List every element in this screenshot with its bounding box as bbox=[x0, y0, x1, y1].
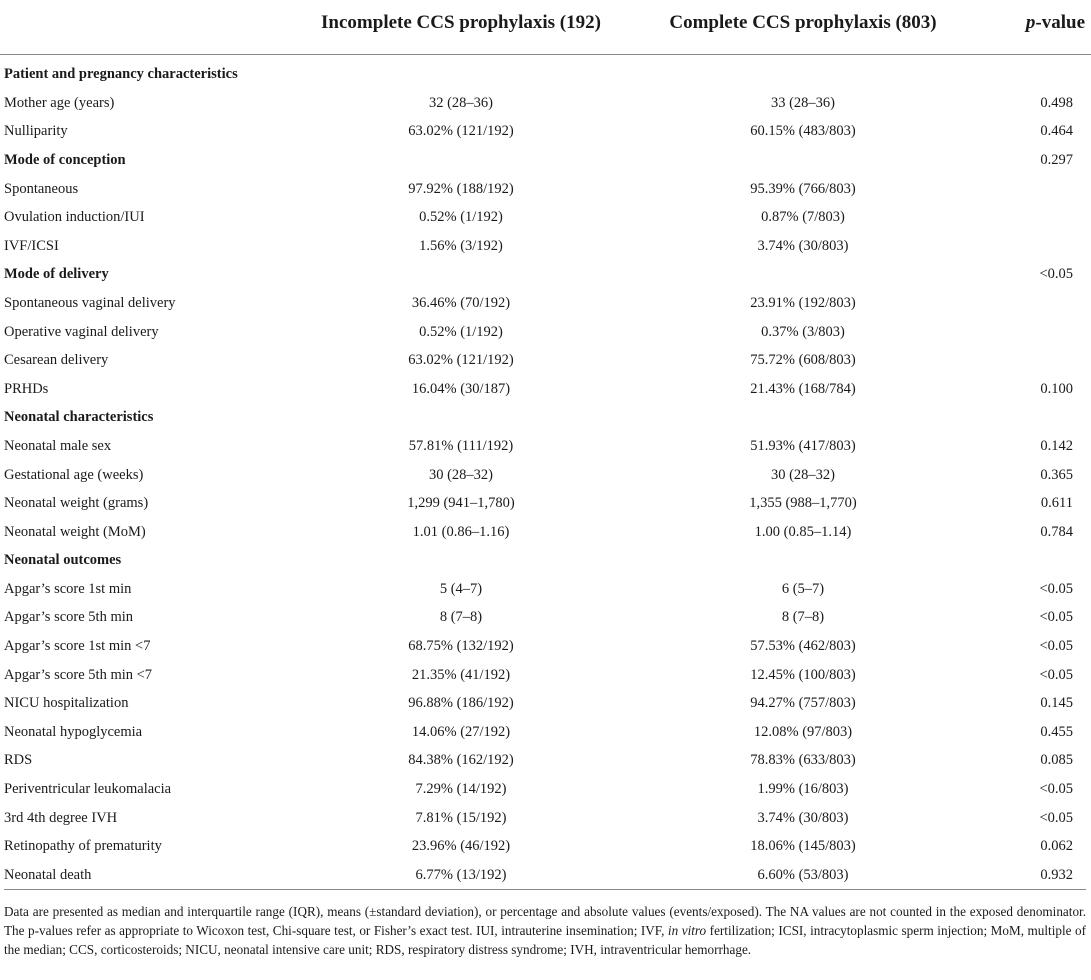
complete-value: 30 (28–32) bbox=[770, 466, 836, 483]
incomplete-value: 0.52% (1/192) bbox=[419, 323, 503, 340]
row-label: RDS bbox=[4, 752, 33, 769]
row-label: Periventricular leukomalacia bbox=[4, 781, 172, 798]
header-p-value bbox=[994, 0, 1091, 55]
complete-value: 6 (5–7) bbox=[781, 580, 825, 597]
incomplete-value: 5 (4–7) bbox=[439, 580, 483, 597]
incomplete-value: 63.02% (121/192) bbox=[408, 352, 514, 369]
row-label: Nulliparity bbox=[4, 123, 68, 140]
incomplete-value: 7.81% (15/192) bbox=[415, 809, 507, 826]
complete-value: 60.15% (483/803) bbox=[750, 123, 856, 140]
table-row bbox=[0, 461, 1091, 490]
complete-value: 1,355 (988–1,770) bbox=[749, 495, 857, 512]
p-value bbox=[994, 289, 1091, 318]
section-row bbox=[0, 547, 1091, 576]
incomplete-value: 97.92% (188/192) bbox=[408, 180, 514, 197]
row-label: Gestational age (weeks) bbox=[4, 466, 144, 483]
p-value: <0.05 bbox=[1039, 580, 1073, 597]
complete-value bbox=[612, 55, 994, 90]
incomplete-value: 1.56% (3/192) bbox=[419, 237, 503, 254]
p-value: 0.455 bbox=[1040, 723, 1073, 740]
table-row bbox=[0, 489, 1091, 518]
table-row bbox=[0, 861, 1091, 890]
row-label: Operative vaginal delivery bbox=[4, 323, 159, 340]
incomplete-value: 0.52% (1/192) bbox=[419, 209, 503, 226]
row-label: IVF/ICSI bbox=[4, 237, 59, 254]
p-value: <0.05 bbox=[1039, 609, 1073, 626]
incomplete-value: 14.06% (27/192) bbox=[411, 723, 511, 740]
p-value: 0.464 bbox=[1040, 123, 1073, 140]
p-value bbox=[994, 175, 1091, 204]
p-value bbox=[994, 55, 1091, 90]
p-value: 0.498 bbox=[1040, 94, 1073, 111]
p-value: 0.365 bbox=[1040, 466, 1073, 483]
p-value: 0.145 bbox=[1040, 695, 1073, 712]
incomplete-value bbox=[310, 547, 612, 576]
header-p-rest: -value bbox=[1035, 12, 1085, 33]
table-row bbox=[0, 661, 1091, 690]
footnote-italic: in vitro bbox=[667, 923, 707, 938]
incomplete-value: 8 (7–8) bbox=[439, 609, 483, 626]
incomplete-value: 23.96% (46/192) bbox=[411, 838, 511, 855]
incomplete-value: 30 (28–32) bbox=[428, 466, 494, 483]
complete-value: 57.53% (462/803) bbox=[750, 638, 856, 655]
row-label: 3rd 4th degree IVH bbox=[4, 809, 118, 826]
row-label: Apgar’s score 5th min <7 bbox=[4, 666, 153, 683]
row-label: Retinopathy of prematurity bbox=[4, 838, 162, 855]
incomplete-value: 16.04% (30/187) bbox=[411, 380, 511, 397]
p-value: <0.05 bbox=[1039, 781, 1073, 798]
p-value bbox=[994, 547, 1091, 576]
table-row bbox=[0, 575, 1091, 604]
section-row bbox=[0, 404, 1091, 433]
p-value: <0.05 bbox=[1039, 638, 1073, 655]
row-label: Neonatal weight (MoM) bbox=[4, 523, 146, 540]
p-value: <0.05 bbox=[1039, 266, 1073, 283]
p-value: <0.05 bbox=[1039, 666, 1073, 683]
p-value bbox=[994, 346, 1091, 375]
table-row bbox=[0, 118, 1091, 147]
p-value: 0.297 bbox=[1040, 151, 1073, 168]
complete-value: 51.93% (417/803) bbox=[750, 437, 856, 454]
row-label: Ovulation induction/IUI bbox=[4, 209, 145, 226]
row-label: Spontaneous vaginal delivery bbox=[4, 294, 176, 311]
row-label: Patient and pregnancy characteristics bbox=[4, 65, 238, 82]
row-label: PRHDs bbox=[4, 380, 49, 397]
p-value: 0.100 bbox=[1040, 380, 1073, 397]
table-row bbox=[0, 375, 1091, 404]
complete-value: 3.74% (30/803) bbox=[757, 237, 849, 254]
complete-value: 12.08% (97/803) bbox=[753, 723, 853, 740]
complete-value: 1.00 (0.85–1.14) bbox=[754, 523, 852, 540]
complete-value: 23.91% (192/803) bbox=[750, 294, 856, 311]
table-row bbox=[0, 203, 1091, 232]
row-label: Cesarean delivery bbox=[4, 352, 109, 369]
incomplete-value: 32 (28–36) bbox=[428, 94, 494, 111]
footnote-text-1: Data are presented as median and interquartile range (IQR), means (±standard deviation), or percentage and absolute values (events/exposed). The NA values are not counted in the exposed denominator. The p-values refer as appropriate to Wicoxon test, Chi-square test, or Fisher’s exact test. IUI, intrauterine insemination; IVF, bbox=[4, 904, 1086, 938]
complete-value bbox=[612, 146, 994, 175]
row-label: Neonatal hypoglycemia bbox=[4, 723, 143, 740]
table-row bbox=[0, 804, 1091, 833]
table-row bbox=[0, 289, 1091, 318]
complete-value: 3.74% (30/803) bbox=[757, 809, 849, 826]
table-row bbox=[0, 718, 1091, 747]
incomplete-value: 84.38% (162/192) bbox=[408, 752, 514, 769]
incomplete-value: 63.02% (121/192) bbox=[408, 123, 514, 140]
complete-value: 12.45% (100/803) bbox=[750, 666, 856, 683]
table-row bbox=[0, 432, 1091, 461]
complete-value: 0.87% (7/803) bbox=[761, 209, 845, 226]
section-row bbox=[0, 146, 1091, 175]
complete-value bbox=[612, 404, 994, 433]
incomplete-value: 68.75% (132/192) bbox=[408, 638, 514, 655]
table-row bbox=[0, 775, 1091, 804]
table-row bbox=[0, 175, 1091, 204]
table-row bbox=[0, 232, 1091, 261]
table-row bbox=[0, 632, 1091, 661]
row-label: Mother age (years) bbox=[4, 94, 115, 111]
incomplete-value: 36.46% (70/192) bbox=[411, 294, 511, 311]
row-label: Neonatal death bbox=[4, 866, 92, 883]
table-row bbox=[0, 518, 1091, 547]
incomplete-value: 6.77% (13/192) bbox=[415, 866, 507, 883]
incomplete-value: 57.81% (111/192) bbox=[408, 437, 514, 454]
row-label: Mode of conception bbox=[4, 151, 126, 168]
table-header-row bbox=[0, 0, 1091, 55]
table-row bbox=[0, 832, 1091, 861]
complete-value: 75.72% (608/803) bbox=[750, 352, 856, 369]
header-complete: Complete CCS prophylaxis (803) bbox=[612, 0, 994, 55]
complete-value: 33 (28–36) bbox=[770, 94, 836, 111]
complete-value: 0.37% (3/803) bbox=[761, 323, 845, 340]
p-value: 0.784 bbox=[1040, 523, 1073, 540]
row-label: Neonatal male sex bbox=[4, 437, 112, 454]
incomplete-value: 21.35% (41/192) bbox=[411, 666, 511, 683]
p-value bbox=[994, 232, 1091, 261]
complete-value: 78.83% (633/803) bbox=[750, 752, 856, 769]
complete-value bbox=[612, 547, 994, 576]
row-label: Mode of delivery bbox=[4, 266, 109, 283]
incomplete-value bbox=[310, 55, 612, 90]
table-body bbox=[0, 55, 1091, 890]
incomplete-value: 96.88% (186/192) bbox=[408, 695, 514, 712]
row-label: Apgar’s score 1st min <7 bbox=[4, 638, 151, 655]
p-value: 0.611 bbox=[1040, 495, 1073, 512]
table-row bbox=[0, 318, 1091, 347]
header-incomplete: Incomplete CCS prophylaxis (192) bbox=[310, 0, 612, 55]
complete-value: 8 (7–8) bbox=[781, 609, 825, 626]
incomplete-value: 1.01 (0.86–1.16) bbox=[412, 523, 510, 540]
table-row bbox=[0, 89, 1091, 118]
header-label-column bbox=[0, 0, 310, 55]
p-value: 0.085 bbox=[1040, 752, 1073, 769]
complete-value: 21.43% (168/784) bbox=[750, 380, 856, 397]
complete-value: 95.39% (766/803) bbox=[750, 180, 856, 197]
p-value: 0.142 bbox=[1040, 437, 1073, 454]
table-row bbox=[0, 689, 1091, 718]
row-label: Neonatal characteristics bbox=[4, 409, 154, 426]
section-row bbox=[0, 55, 1091, 90]
complete-value: 1.99% (16/803) bbox=[757, 781, 849, 798]
footnote-text-2: fertilization; ICSI, intracytoplasmic sperm injection; MoM, multiple of the median; CCS, corticosteroids; NICU, neonatal intensive care unit; RDS, respiratory distress syndrome; IVH, intraventricular hemorrhage. bbox=[4, 923, 1086, 957]
row-label: Apgar’s score 5th min bbox=[4, 609, 133, 626]
p-value bbox=[994, 318, 1091, 347]
p-value: 0.932 bbox=[1040, 866, 1073, 883]
row-label: NICU hospitalization bbox=[4, 695, 129, 712]
table-row bbox=[0, 346, 1091, 375]
complete-value: 18.06% (145/803) bbox=[750, 838, 856, 855]
complete-value bbox=[612, 261, 994, 290]
table-row bbox=[0, 747, 1091, 776]
table-row bbox=[0, 604, 1091, 633]
incomplete-value bbox=[310, 404, 612, 433]
incomplete-value: 1,299 (941–1,780) bbox=[407, 495, 515, 512]
row-label: Neonatal weight (grams) bbox=[4, 495, 149, 512]
row-label: Neonatal outcomes bbox=[4, 552, 122, 569]
section-row bbox=[0, 261, 1091, 290]
incomplete-value bbox=[310, 146, 612, 175]
p-value bbox=[994, 404, 1091, 433]
row-label: Spontaneous bbox=[4, 180, 79, 197]
incomplete-value: 7.29% (14/192) bbox=[415, 781, 507, 798]
p-value bbox=[994, 203, 1091, 232]
table-footnote bbox=[4, 889, 1086, 959]
p-value: <0.05 bbox=[1039, 809, 1073, 826]
incomplete-value bbox=[310, 261, 612, 290]
p-value: 0.062 bbox=[1040, 838, 1073, 855]
header-p-italic: p bbox=[1025, 12, 1036, 33]
complete-value: 94.27% (757/803) bbox=[750, 695, 856, 712]
row-label: Apgar’s score 1st min bbox=[4, 580, 132, 597]
complete-value: 6.60% (53/803) bbox=[757, 866, 849, 883]
